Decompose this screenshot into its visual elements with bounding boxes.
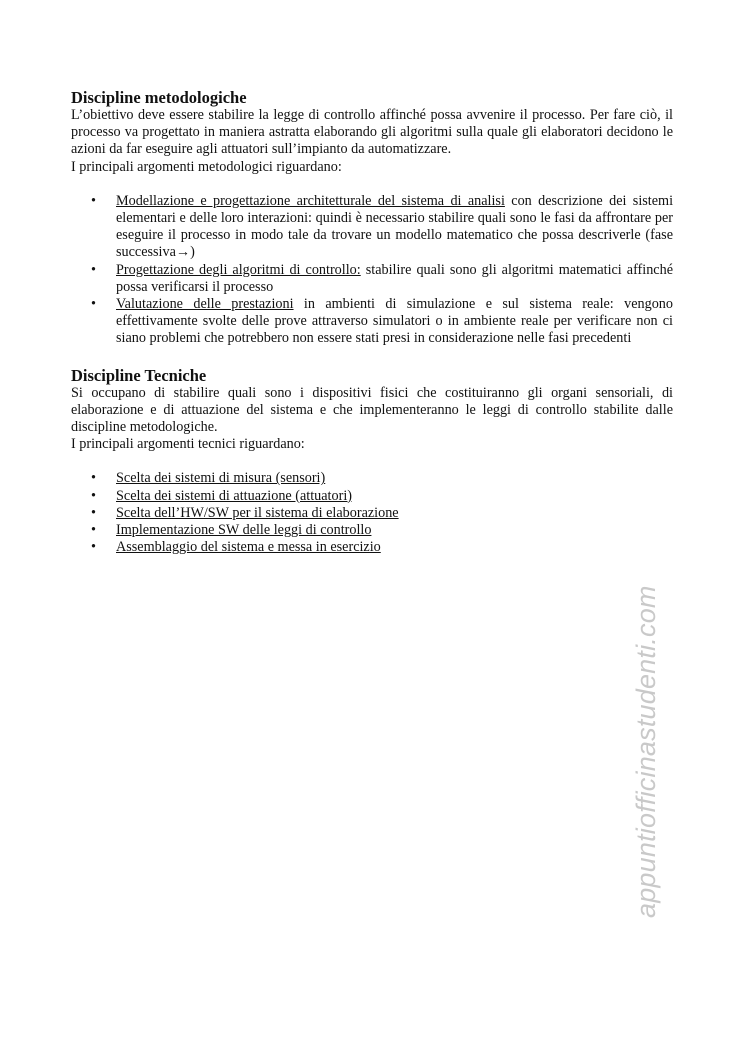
list-item-topic: Progettazione degli algoritmi di controllo:	[116, 261, 361, 278]
list-item-text: stabilire quali sono gli algoritmi matematici affinché possa verificarsi il processo	[116, 261, 673, 295]
list-item	[71, 488, 673, 505]
bullet-icon: •	[91, 504, 96, 521]
section-lead-tecniche: I principali argomenti tecnici riguardano:	[71, 436, 305, 453]
bullet-icon: •	[91, 539, 96, 556]
list-item-topic: Scelta dei sistemi di attuazione (attuatori)	[116, 487, 352, 504]
watermark: appuntiofficinastudenti.com	[631, 585, 661, 918]
list-item	[71, 470, 673, 487]
section-intro-metodologiche: L’obiettivo deve essere stabilire la legge di controllo affinché possa avvenire il processo. Per fare ciò, il processo va progettato in maniera astratta elaborando gli algoritmi sulla quale gli elaboratori decidono le azioni da far eseguire agli attuatori sull’impianto da automatizzare.	[71, 107, 673, 158]
bullet-icon: •	[91, 470, 96, 487]
bullet-icon: •	[91, 296, 96, 313]
spacer	[71, 453, 673, 470]
list-item-topic: Assemblaggio del sistema e messa in esercizio	[116, 539, 381, 556]
list-item-topic: Scelta dei sistemi di misura (sensori)	[116, 470, 326, 487]
section-intro-tecniche: Si occupano di stabilire quali sono i dispositivi fisici che costituiranno gli organi sensoriali, di elaborazione e di attuazione del sistema e che implementeranno le leggi di controllo stabilite dalle discipline metodologiche.	[71, 384, 673, 436]
list-item	[71, 193, 673, 262]
list-item-text: in ambienti di simulazione e sul sistema reale: vengono effettivamente svolte delle prove attraverso simulatori o in ambiente reale per verificare non ci siano problemi che potrebbero non essere stati presi in considerazione nelle fasi precedenti	[116, 296, 673, 347]
bullet-icon: •	[91, 522, 96, 539]
list-item-topic: Implementazione SW delle leggi di controllo	[116, 522, 372, 539]
list-tecniche	[71, 470, 673, 556]
spacer	[71, 176, 673, 193]
section-lead-metodologiche: I principali argomenti metodologici riguardano:	[71, 158, 342, 175]
list-item	[71, 296, 673, 348]
list-item	[71, 262, 673, 296]
list-item	[71, 539, 673, 556]
bullet-icon: •	[91, 192, 96, 209]
list-item	[71, 505, 673, 522]
section-title-tecniche: Discipline Tecniche	[71, 365, 207, 385]
list-item	[71, 522, 673, 539]
section-title-metodologiche: Discipline metodologiche	[71, 88, 247, 107]
bullet-icon: •	[91, 261, 96, 278]
list-item-topic: Valutazione delle prestazioni	[116, 296, 294, 313]
list-metodologiche	[71, 193, 673, 348]
bullet-icon: •	[91, 487, 96, 504]
list-item-topic: Scelta dell’HW/SW per il sistema di elaborazione	[116, 504, 399, 521]
document-page	[71, 89, 673, 556]
list-item-topic: Modellazione e progettazione architetturale del sistema di analisi	[116, 192, 505, 209]
list-item-text: con descrizione dei sistemi elementari e delle loro interazioni: quindi è necessario stabilire quali sono le fasi da affrontare per eseguire il processo in modo tale da trovare un modello matematico che possa descriverle (fase successiva→)	[116, 192, 674, 261]
section-tecniche	[71, 367, 673, 557]
